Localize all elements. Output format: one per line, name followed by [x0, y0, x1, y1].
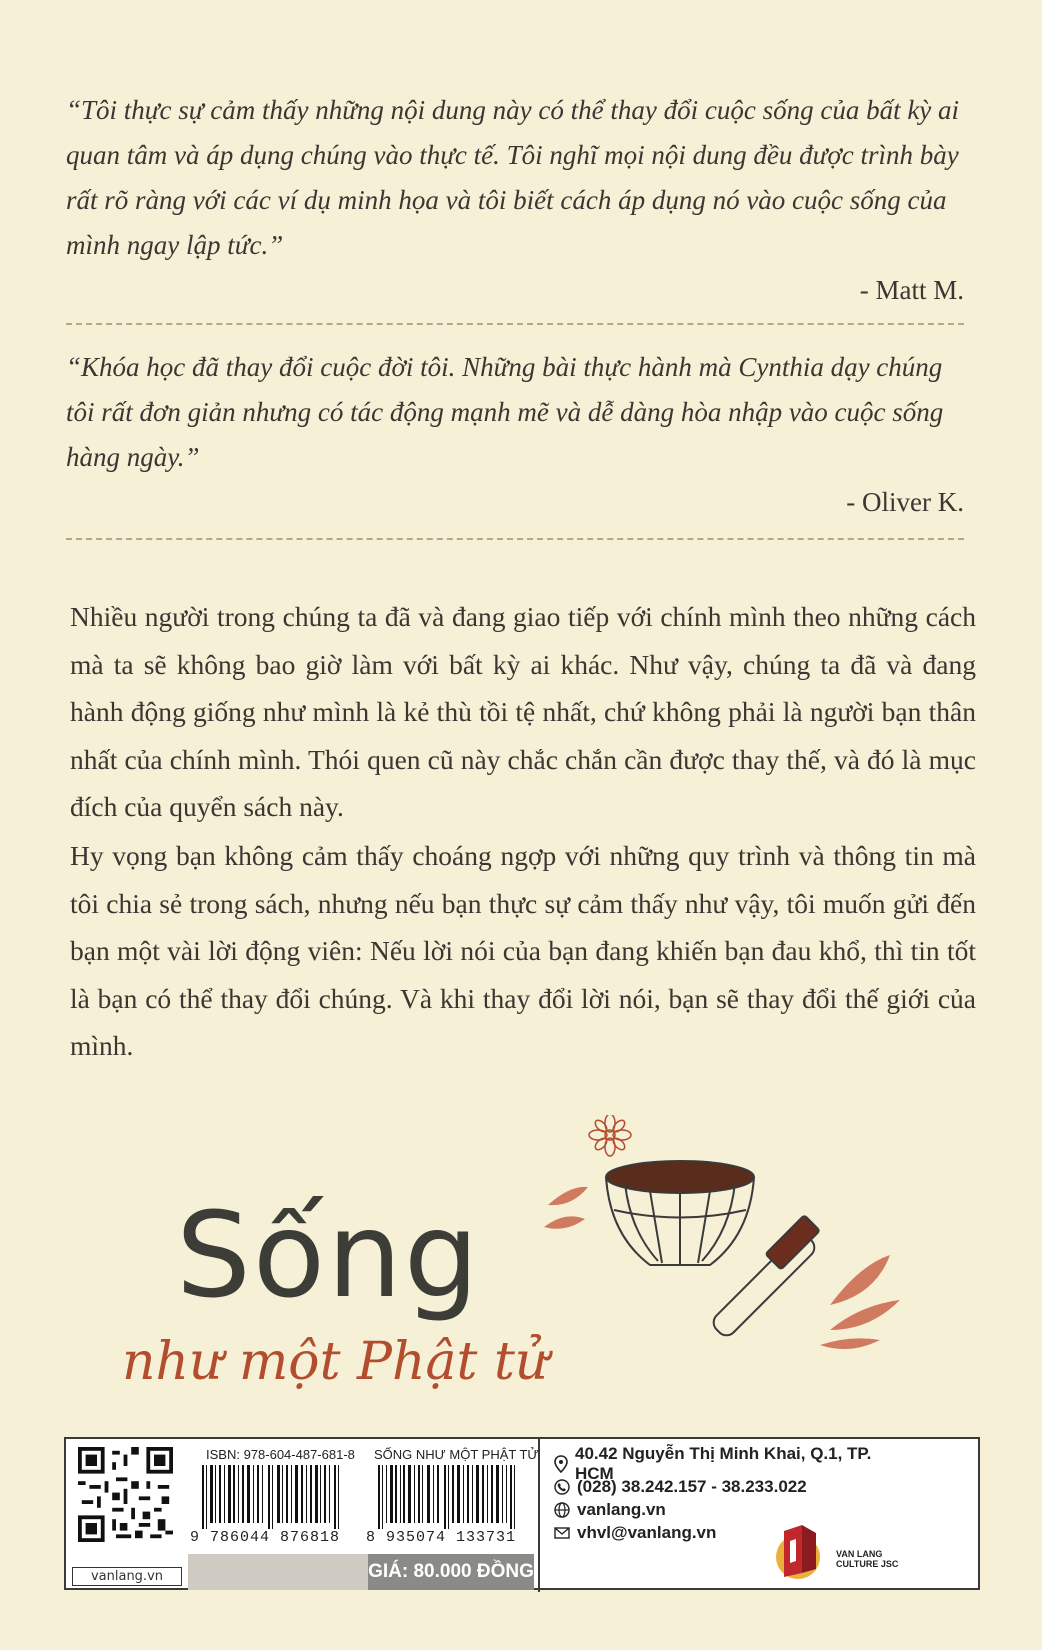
book-title: Sống [176, 1186, 481, 1324]
quote-text: “Tôi thực sự cảm thấy những nội dung này có thể thay đổi cuộc sống của bất kỳ ai quan tâm và áp dụng chúng vào thực tế. Tôi nghĩ mọi nội dung đều được trình bày rất rõ ràng với các ví dụ minh họa và tôi biết cách áp dụng nó vào cuộc sống của mình ngay lập tức.” [66, 95, 960, 260]
email-text[interactable]: vhvl@vanlang.vn [577, 1523, 717, 1542]
website-text[interactable]: vanlang.vn [577, 1500, 666, 1519]
bowl-icon [606, 1161, 754, 1265]
isbn-number: 9 786044 876818 [190, 1529, 341, 1546]
publisher-name: VAN LANG CULTURE JSC [836, 1549, 899, 1569]
flower-icon [589, 1115, 631, 1156]
book-footer [64, 1437, 980, 1590]
phone-row [554, 1476, 914, 1498]
globe-icon [554, 1502, 570, 1518]
quote-author: - Oliver K. [846, 487, 964, 517]
singing-bowl-illustration [530, 1115, 910, 1355]
isbn-barcode [198, 1465, 348, 1529]
product-label: SỐNG NHƯ MỘT PHẬT TỬ [374, 1447, 539, 1462]
location-pin-icon [554, 1455, 568, 1473]
phone-icon [554, 1479, 570, 1495]
striker-icon [710, 1215, 820, 1339]
dashed-divider [66, 538, 964, 540]
qr-code-icon[interactable] [78, 1447, 173, 1542]
product-barcode [374, 1465, 524, 1529]
quote-author: - Matt M. [859, 275, 964, 305]
body-paragraph-1: Nhiều người trong chúng ta đã và đang giao tiếp với chính mình theo những cách mà ta sẽ không bao giờ làm với bất kỳ ai khác. Như vậy, chúng ta đã và đang hành động giống như mình là kẻ thù tồi tệ nhất, chứ không phải là người bạn thân nhất của chính mình. Thói quen cũ này chắc chắn cần được thay thế, và đó là mục đích của quyển sách này. [70, 601, 976, 822]
phone-text: (028) 38.242.157 - 38.233.022 [577, 1477, 807, 1496]
price-label: GIÁ: 80.000 ĐỒNG [368, 1554, 534, 1590]
footer-divider [538, 1439, 540, 1592]
isbn-label: ISBN: 978-604-487-681-8 [206, 1447, 355, 1462]
testimonial-quote-2 [66, 345, 964, 524]
website-row[interactable] [554, 1499, 914, 1521]
body-paragraph-2: Hy vọng bạn không cảm thấy choáng ngợp với những quy trình và thông tin mà tôi chia sẻ trong sách, nhưng nếu bạn thực sự cảm thấy như vậy, tôi muốn gửi đến bạn một vài lời động viên: Nếu lời nói của bạn đang khiến bạn đau khổ, thì tin tốt là bạn có thể thay đổi chúng. Và khi thay đổi lời nói, bạn sẽ thay đổi thế giới của mình. [70, 840, 976, 1061]
address-text: 40.42 Nguyễn Thị Minh Khai, Q.1, TP. HCM [575, 1444, 872, 1483]
email-row[interactable] [554, 1522, 914, 1544]
product-number: 8 935074 133731 [366, 1529, 517, 1546]
publisher-logo-icon [766, 1517, 830, 1581]
address-row [554, 1444, 914, 1483]
price-band [188, 1554, 368, 1590]
quote-text: “Khóa học đã thay đổi cuộc đời tôi. Những bài thực hành mà Cynthia dạy chúng tôi rất đơn giản nhưng có tác động mạnh mẽ và dễ dàng hòa nhập vào cuộc sống hàng ngày.” [66, 352, 944, 472]
testimonial-quote-1 [66, 88, 964, 312]
book-subtitle: như một Phật tử [122, 1332, 549, 1392]
envelope-icon [554, 1526, 570, 1540]
dashed-divider [66, 323, 964, 325]
qr-label: vanlang.vn [72, 1567, 182, 1586]
